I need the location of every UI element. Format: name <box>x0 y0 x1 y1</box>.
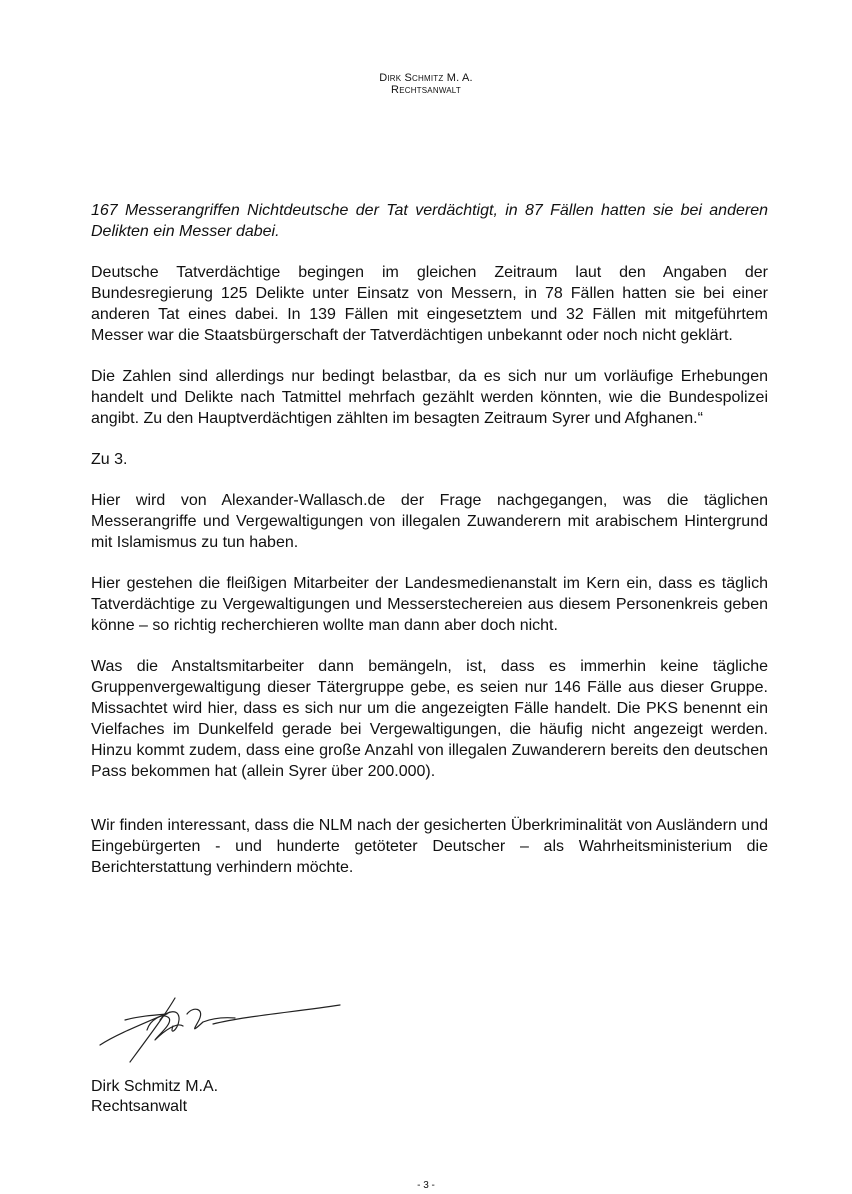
quote-paragraph-german-suspects: Deutsche Tatverdächtige begingen im gleichen Zeitraum laut den Angaben der Bundesregierung 125 Delikte unter Einsatz von Messern, in 78 Fällen hatten sie bei einer anderen Tat eines dabei. In 139 Fällen mit eingesetztem und 32 Fällen mit mitgeführtem Messer war die Staatsbürgerschaft der Tatverdächtigen unbekannt oder noch nicht geklärt. <box>91 264 768 344</box>
paragraph-anstaltsmitarbeiter: Was die Anstaltsmitarbeiter dann bemängeln, ist, dass es immerhin keine tägliche Gruppenvergewaltigung dieser Tätergruppe gebe, es seien nur 146 Fälle aus dieser Gruppe. Missachtet wird hier, dass es sich nur um die angezeigten Fälle handelt. Die PKS benennt ein Vielfaches im Dunkelfeld gerade bei Vergewaltigungen, die häufig nicht angezeigt werden. Hinzu kommt zudem, dass eine große Anzahl von illegalen Zuwanderern bereits den deutschen Pass bekommen hat (allein Syrer über 200.000). <box>91 658 768 780</box>
paragraph-landesmedienanstalt: Hier gestehen die fleißigen Mitarbeiter der Landesmedienanstalt im Kern ein, dass es täglich Tatverdächtige zu Vergewaltigungen und Messerstechereien aus diesem Personenkreis geben könne – so richtig recherchieren wollte man dann aber doch nicht. <box>91 575 768 634</box>
letter-body <box>91 200 768 898</box>
paragraph-alexander-wallasch: Hier wird von Alexander-Wallasch.de der Frage nachgegangen, was die täglichen Messerangriffe und Vergewaltigungen von illegalen Zuwanderern mit arabischem Hintergrund mit Islamismus zu tun haben. <box>91 492 768 551</box>
letterhead <box>0 72 852 96</box>
handwritten-signature <box>95 990 355 1065</box>
page-number: - 3 - <box>417 1180 435 1191</box>
section-heading-zu-3: Zu 3. <box>91 451 128 468</box>
paragraph-closing-remark: Wir finden interessant, dass die NLM nach der gesicherten Überkriminalität von Ausländern und Eingebürgerten - und hunderte getöteter Deutscher – als Wahrheitsministerium die Berichterstattung verhindern möchte. <box>91 817 768 876</box>
letterhead-name: Dirk Schmitz M. A. <box>379 72 473 84</box>
quote-paragraph-continuation: 167 Messerangriffen Nichtdeutsche der Tat verdächtigt, in 87 Fällen hatten sie bei anderen Delikten ein Messer dabei. <box>91 202 768 240</box>
signer-name: Dirk Schmitz M.A. <box>91 1078 219 1095</box>
signer-title: Rechtsanwalt <box>91 1098 188 1115</box>
letterhead-title: Rechtsanwalt <box>391 84 461 96</box>
quote-paragraph-data-reliability: Die Zahlen sind allerdings nur bedingt belastbar, da es sich nur um vorläufige Erhebungen handelt und Delikte nach Tatmittel mehrfach gezählt werden könnten, wie die Bundespolizei angibt. Zu den Hauptverdächtigen zählten im besagten Zeitraum Syrer und Afghanen.“ <box>91 368 768 427</box>
signer-block <box>91 1077 218 1117</box>
